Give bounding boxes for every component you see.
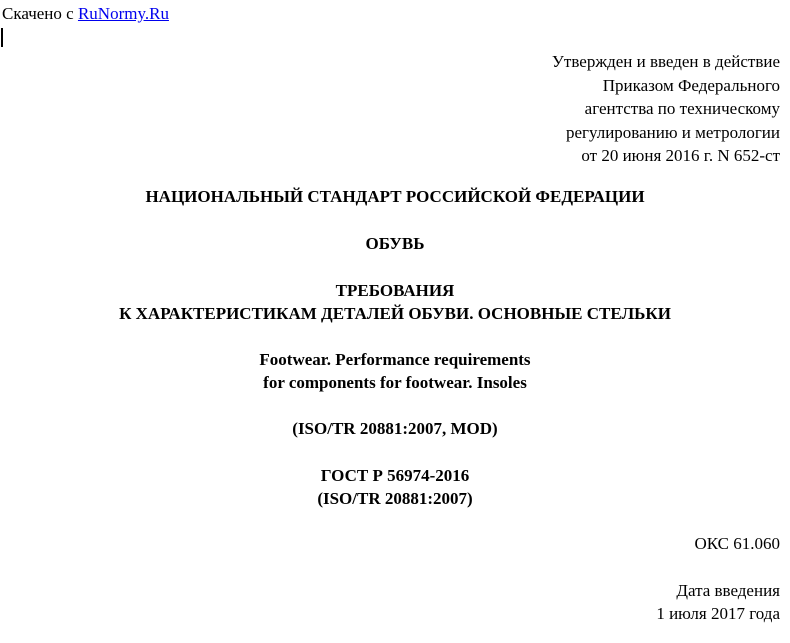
gost-number: ГОСТ Р 56974-2016 <box>320 466 470 485</box>
source-line <box>2 4 169 24</box>
gost-iso-reference: (ISO/TR 20881:2007) <box>317 489 473 508</box>
iso-reference: (ISO/TR 20881:2007, MOD) <box>292 419 498 438</box>
approval-line: от 20 июня 2016 г. N 652-ст <box>581 146 780 165</box>
introduction-date: 1 июля 2017 года <box>656 604 780 623</box>
product-title: ОБУВЬ <box>365 234 425 253</box>
introduction-date-block <box>656 579 780 625</box>
approval-line: Приказом Федерального <box>602 75 780 95</box>
english-title-line: Footwear. Performance requirements <box>259 350 531 369</box>
oks-code: ОКС 61.060 <box>694 534 780 553</box>
english-title <box>0 348 790 394</box>
source-link[interactable]: RuNormy.Ru <box>77 4 169 23</box>
introduction-label: Дата введения <box>676 581 780 600</box>
russian-title <box>0 279 790 325</box>
text-cursor <box>1 28 3 47</box>
gost-designation <box>0 464 790 510</box>
russian-title-line: К ХАРАКТЕРИСТИКАМ ДЕТАЛЕЙ ОБУВИ. ОСНОВНЫЕ СТЕЛЬКИ <box>119 304 671 323</box>
source-prefix: Скачено с <box>2 4 78 23</box>
approval-line: регулированию и метрологии <box>565 122 780 142</box>
english-title-line: for components for footwear. Insoles <box>263 373 527 392</box>
standard-type-title: НАЦИОНАЛЬНЫЙ СТАНДАРТ РОССИЙСКОЙ ФЕДЕРАЦИИ <box>145 187 645 206</box>
approval-line: агентства по техническому <box>584 99 780 118</box>
approval-line: Утвержден и введен в действие <box>551 52 780 71</box>
russian-title-line: ТРЕБОВАНИЯ <box>335 281 455 300</box>
approval-block <box>552 50 780 168</box>
